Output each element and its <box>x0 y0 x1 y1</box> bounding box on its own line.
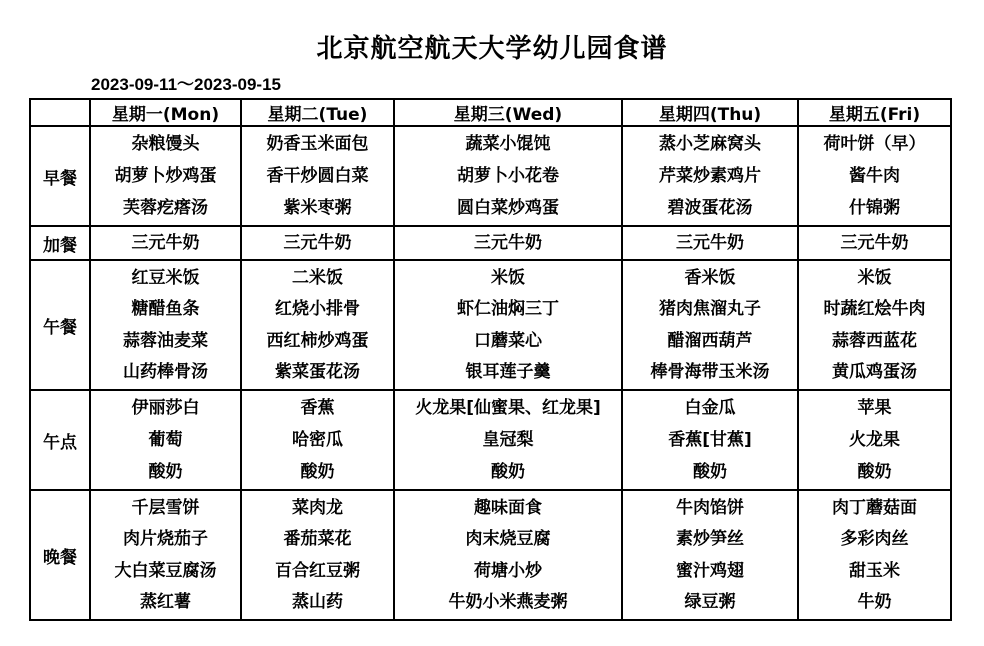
dish-item: 圆白菜炒鸡蛋 <box>457 198 559 218</box>
dish-item: 香蕉 <box>300 398 335 418</box>
dish-item: 哈密瓜 <box>292 430 343 450</box>
date-range: 2023-09-11～2023-09-15 <box>91 75 281 94</box>
menu-cell <box>241 226 394 260</box>
dish-item: 芙蓉疙瘩汤 <box>123 198 208 218</box>
dish-item: 三元牛奶 <box>474 233 542 253</box>
dish-item: 葡萄 <box>148 430 183 450</box>
dish-item: 荷塘小炒 <box>474 560 542 581</box>
menu-table <box>29 98 952 621</box>
dish-list <box>395 261 621 389</box>
meal-row <box>30 226 951 260</box>
menu-cell <box>90 226 241 260</box>
dish-list <box>242 261 393 389</box>
dish-item: 蒸红薯 <box>140 591 191 612</box>
dish-item: 香蕉[甘蕉] <box>668 430 752 450</box>
dish-list <box>91 491 240 619</box>
dish-item: 绿豆粥 <box>684 591 736 612</box>
menu-cell <box>394 390 622 490</box>
dish-item: 碧波蛋花汤 <box>667 198 753 218</box>
dish-list <box>623 127 797 225</box>
dish-item: 肉末烧豆腐 <box>465 529 551 550</box>
dish-item: 香米饭 <box>684 268 736 288</box>
header-row <box>30 99 951 126</box>
menu-cell <box>622 260 798 390</box>
menu-cell <box>798 260 951 390</box>
dish-list <box>623 261 797 389</box>
menu-body <box>30 126 951 620</box>
dish-item: 肉片烧茄子 <box>123 529 208 550</box>
dish-item: 菜肉龙 <box>292 498 343 518</box>
dish-item: 趣味面食 <box>474 498 542 518</box>
day-header: 星期二(Tue) <box>241 99 394 126</box>
dish-item: 西红柿炒鸡蛋 <box>266 330 369 351</box>
dish-item: 牛奶小米燕麦粥 <box>448 591 568 612</box>
menu-cell <box>241 260 394 390</box>
menu-cell <box>622 226 798 260</box>
dish-item: 荷叶饼（早） <box>823 134 926 154</box>
menu-cell <box>798 490 951 620</box>
dish-item: 山药棒骨汤 <box>123 361 208 382</box>
dish-item: 三元牛奶 <box>840 233 909 253</box>
meal-label: 晚餐 <box>30 490 90 620</box>
dish-item: 白金瓜 <box>684 398 736 418</box>
dish-item: 虾仁油焖三丁 <box>457 299 559 320</box>
menu-cell <box>90 490 241 620</box>
dish-list <box>395 127 621 225</box>
dish-item: 胡萝卜炒鸡蛋 <box>114 166 217 186</box>
meal-label: 加餐 <box>30 226 90 260</box>
dish-item: 蒜蓉西蓝花 <box>832 330 917 351</box>
dish-list <box>242 227 393 259</box>
day-header: 星期一(Mon) <box>90 99 241 126</box>
day-header: 星期五(Fri) <box>798 99 951 126</box>
menu-cell <box>622 490 798 620</box>
dish-item: 三元牛奶 <box>283 233 352 253</box>
menu-cell <box>622 126 798 226</box>
dish-item: 杂粮馒头 <box>131 134 200 154</box>
dish-item: 芹菜炒素鸡片 <box>659 166 761 186</box>
menu-cell <box>394 226 622 260</box>
dish-list <box>395 391 621 489</box>
menu-cell <box>90 390 241 490</box>
day-header: 星期四(Thu) <box>622 99 798 126</box>
menu-cell <box>90 126 241 226</box>
dish-item: 蒸小芝麻窝头 <box>659 134 761 154</box>
meal-label: 早餐 <box>30 126 90 226</box>
dish-item: 口蘑菜心 <box>474 330 542 351</box>
menu-cell <box>394 260 622 390</box>
dish-item: 番茄菜花 <box>283 529 352 550</box>
dish-item: 香干炒圆白菜 <box>266 166 369 186</box>
dish-list <box>91 127 240 225</box>
dish-item: 酸奶 <box>148 462 183 482</box>
meal-label: 午餐 <box>30 260 90 390</box>
dish-item: 酸奶 <box>491 462 525 482</box>
dish-list <box>799 261 950 389</box>
dish-item: 酸奶 <box>300 462 335 482</box>
dish-list <box>623 391 797 489</box>
dish-item: 千层雪饼 <box>131 498 200 518</box>
dish-item: 三元牛奶 <box>676 233 744 253</box>
dish-list <box>242 391 393 489</box>
dish-item: 酱牛肉 <box>849 166 900 186</box>
dish-item: 黄瓜鸡蛋汤 <box>832 361 917 382</box>
meal-row <box>30 126 951 226</box>
dish-item: 伊丽莎白 <box>131 398 200 418</box>
dish-list <box>799 391 950 489</box>
dish-list <box>395 227 621 259</box>
dish-item: 紫菜蛋花汤 <box>275 361 360 382</box>
dish-item: 糖醋鱼条 <box>131 299 200 320</box>
dish-list <box>799 491 950 619</box>
dish-item: 皇冠梨 <box>482 430 534 450</box>
dish-item: 素炒笋丝 <box>676 529 744 550</box>
dish-item: 多彩肉丝 <box>840 529 909 550</box>
dish-item: 甜玉米 <box>849 560 900 581</box>
menu-cell <box>394 126 622 226</box>
dish-item: 红烧小排骨 <box>275 299 360 320</box>
meal-row <box>30 490 951 620</box>
dish-item: 蒸山药 <box>292 591 343 612</box>
dish-list <box>91 391 240 489</box>
menu-cell <box>798 126 951 226</box>
menu-cell <box>622 390 798 490</box>
dish-item: 什锦粥 <box>849 198 900 218</box>
dish-item: 苹果 <box>857 398 892 418</box>
dish-list <box>91 261 240 389</box>
dish-item: 蔬菜小馄饨 <box>465 134 551 154</box>
dish-item: 红豆米饭 <box>131 268 200 288</box>
dish-item: 蒜蓉油麦菜 <box>123 330 208 351</box>
day-header: 星期三(Wed) <box>394 99 622 126</box>
menu-cell <box>798 226 951 260</box>
dish-item: 蜜汁鸡翅 <box>676 560 744 581</box>
corner-cell <box>30 99 90 126</box>
dish-item: 时蔬红烩牛肉 <box>823 299 926 320</box>
dish-item: 胡萝卜小花卷 <box>457 166 559 186</box>
meal-row <box>30 390 951 490</box>
dish-list <box>799 227 950 259</box>
dish-item: 奶香玉米面包 <box>266 134 369 154</box>
menu-cell <box>241 490 394 620</box>
dish-item: 二米饭 <box>292 268 343 288</box>
dish-list <box>242 127 393 225</box>
dish-item: 紫米枣粥 <box>283 198 352 218</box>
dish-list <box>91 227 240 259</box>
dish-item: 火龙果[仙蜜果、红龙果] <box>415 398 601 418</box>
dish-item: 米饭 <box>857 268 892 288</box>
dish-list <box>799 127 950 225</box>
dish-item: 猪肉焦溜丸子 <box>659 299 761 320</box>
dish-list <box>242 491 393 619</box>
dish-item: 牛肉馅饼 <box>676 498 744 518</box>
dish-item: 醋溜西葫芦 <box>667 330 753 351</box>
dish-list <box>623 227 797 259</box>
meal-row <box>30 260 951 390</box>
dish-item: 牛奶 <box>857 591 892 612</box>
dish-item: 火龙果 <box>849 430 900 450</box>
page-title: 北京航空航天大学幼儿园食谱 <box>316 34 668 64</box>
dish-item: 酸奶 <box>857 462 892 482</box>
meal-label: 午点 <box>30 390 90 490</box>
menu-cell <box>798 390 951 490</box>
dish-item: 米饭 <box>491 268 525 288</box>
dish-list <box>395 491 621 619</box>
dish-item: 大白菜豆腐汤 <box>114 560 217 581</box>
menu-cell <box>394 490 622 620</box>
dish-list <box>623 491 797 619</box>
menu-cell <box>90 260 241 390</box>
dish-item: 肉丁蘑菇面 <box>832 498 917 518</box>
dish-item: 酸奶 <box>693 462 727 482</box>
menu-cell <box>241 390 394 490</box>
dish-item: 棒骨海带玉米汤 <box>650 361 770 382</box>
dish-item: 银耳莲子羹 <box>465 361 551 382</box>
dish-item: 三元牛奶 <box>131 233 200 253</box>
menu-cell <box>241 126 394 226</box>
dish-item: 百合红豆粥 <box>275 560 360 581</box>
